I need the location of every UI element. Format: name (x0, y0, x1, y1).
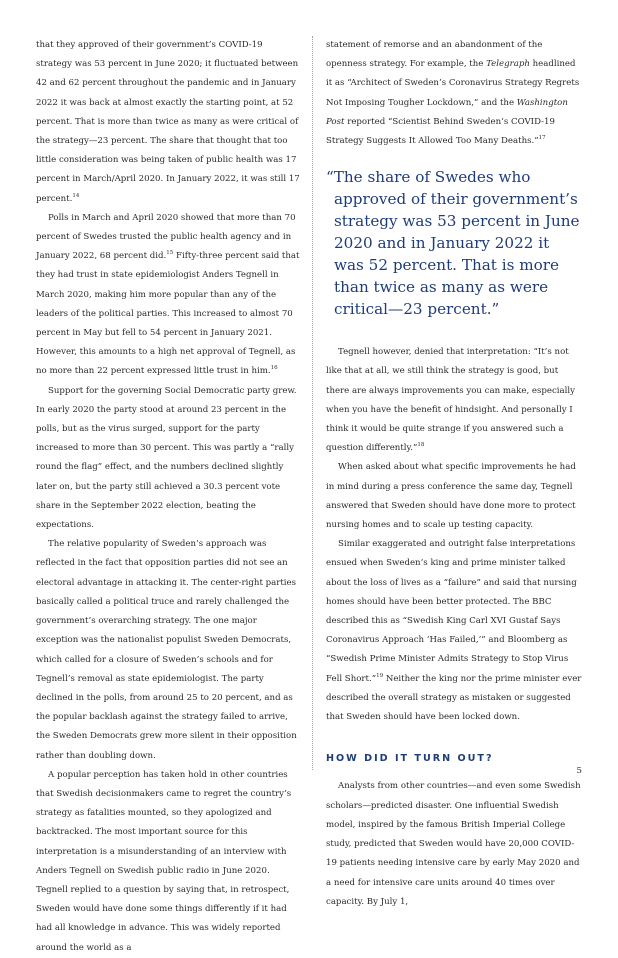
paragraph: statement of remorse and an abandonment of the openness strategy. For example, the Telegraph headlined it as “Architect of Sweden’s Coronavirus Strategy Regrets Not Imposing Tougher Lockdown,” and the Washington Post reported “Scientist Behind Sweden’s COVID-19 Strategy Suggests It Allowed Too Many Deaths.”$^{17}$ (326, 40, 580, 147)
paragraph: Polls in March and April 2020 showed that more than 70 percent of Swedes trusted the public health agency and in January 2022, 68 percent did.$^{15}$ Fifty-three percent said that they had trust in state epidemiologist Anders Tegnell in March 2020, making him more popular than any of the leaders of the political parties. This increased to almost 70 percent in May but fell to 54 percent in January 2021. However, this amounts to a high net approval of Tegnell, as no more than 22 percent expressed little trust in him.$^{16}$ (36, 212, 300, 377)
footnote-ref: 17 (538, 135, 546, 142)
paragraph: Analysts from other countries—and even some Swedish scholars—predicted disaster. One influential Swedish model, inspired by the famous British Imperial College study, predicted that Sweden would have 20,000 COVID-19 patients needing intensive care by early May 2020 and a need for intensive care units around 40 times over capacity. By July 1, (326, 781, 581, 907)
right-column (326, 36, 582, 912)
column-divider (312, 36, 313, 770)
footnote-ref: 18 (417, 442, 425, 449)
section-heading: HOW DID IT TURN OUT? (326, 753, 494, 765)
paragraph: A popular perception has taken hold in other countries that Swedish decisionmakers came to regret the country’s strategy as fatalities mounted, so they apologized and backtracked. The most important source for this interpretation is a misunderstanding of an interview with Anders Tegnell on Swedish public radio in June 2020. Tegnell replied to a question by saying that, in retrospect, Sweden would have done some things differently if it had had all knowledge in advance. This was widely reported around the world as a (36, 769, 292, 953)
footnote-ref: 15 (166, 250, 174, 257)
footnote-ref: 14 (72, 192, 80, 199)
pull-quote: “The share of Swedes who approved of their government’s strategy was 53 percent in June 2020 and in January 2022 it was 52 percent. That is more than twice as many as were critical—23 percent.” (326, 168, 580, 319)
paragraph: Similar exaggerated and outright false interpretations ensued when Sweden’s king and prime minister talked about the loss of lives as a “failure” and said that nursing homes should have been better protected. The BBC described this as “Swedish King Carl XVI Gustaf Says Coronavirus Approach ‘Has Failed,’” and Bloomberg as “Swedish Prime Minister Admits Strategy to Stop Virus Fell Short.”$^{19}$ Neither the king nor the prime minister ever described the overall strategy as mistaken or suggested that Sweden should have been locked down. (326, 539, 582, 723)
footnote-ref: 19 (376, 672, 384, 679)
page-number: 5 (576, 766, 582, 776)
paragraph: that they approved of their government’s COVID-19 strategy was 53 percent in June 2020; it fluctuated between 42 and 62 percent throughout the pandemic and in January 2022 it was back at almost exactly the starting point, at 52 percent. That is more than twice as many as were critical of the strategy—23 percent. The share that thought that too little consideration was being taken of public health was 17 percent in March/April 2020. In January 2022, it was still 17 percent.$^{14}$ (36, 40, 300, 204)
left-column (36, 36, 300, 958)
paragraph: The relative popularity of Sweden’s approach was reflected in the fact that opposition parties did not see an electoral advantage in attacking it. The center-right parties basically called a political truce and rarely challenged the government’s overarching strategy. The one major exception was the nationalist populist Sweden Democrats, which called for a closure of Sweden’s schools and for Tegnell’s removal as state epidemiologist. The party declined in the polls, from around 25 to 20 percent, and as the popular backlash against the strategy failed to arrive, the Sweden Democrats grew more silent in their opposition rather than doubling down. (36, 539, 297, 761)
paragraph: When asked about what specific improvements he had in mind during a press conference the same day, Tegnell answered that Sweden should have done more to protect nursing homes and to scale up testing capacity. (326, 462, 576, 531)
paragraph: Tegnell however, denied that interpretation: “It’s not like that at all, we still think the strategy is good, but there are always improvements you can make, especially when you have the benefit of hindsight. And personally I think it would be quite strange if you answered such a question differently.”$^{18}$ (326, 347, 576, 454)
paragraph: Support for the governing Social Democratic party grew. In early 2020 the party stood at around 23 percent in the polls, but as the virus surged, support for the party increased to more than 30 percent. This was partly a “rally round the flag” effect, and the numbers declined slightly later on, but the party still achieved a 30.3 percent vote share in the September 2022 election, beating the expectations. (36, 385, 297, 531)
footnote-ref: 16 (270, 365, 278, 372)
